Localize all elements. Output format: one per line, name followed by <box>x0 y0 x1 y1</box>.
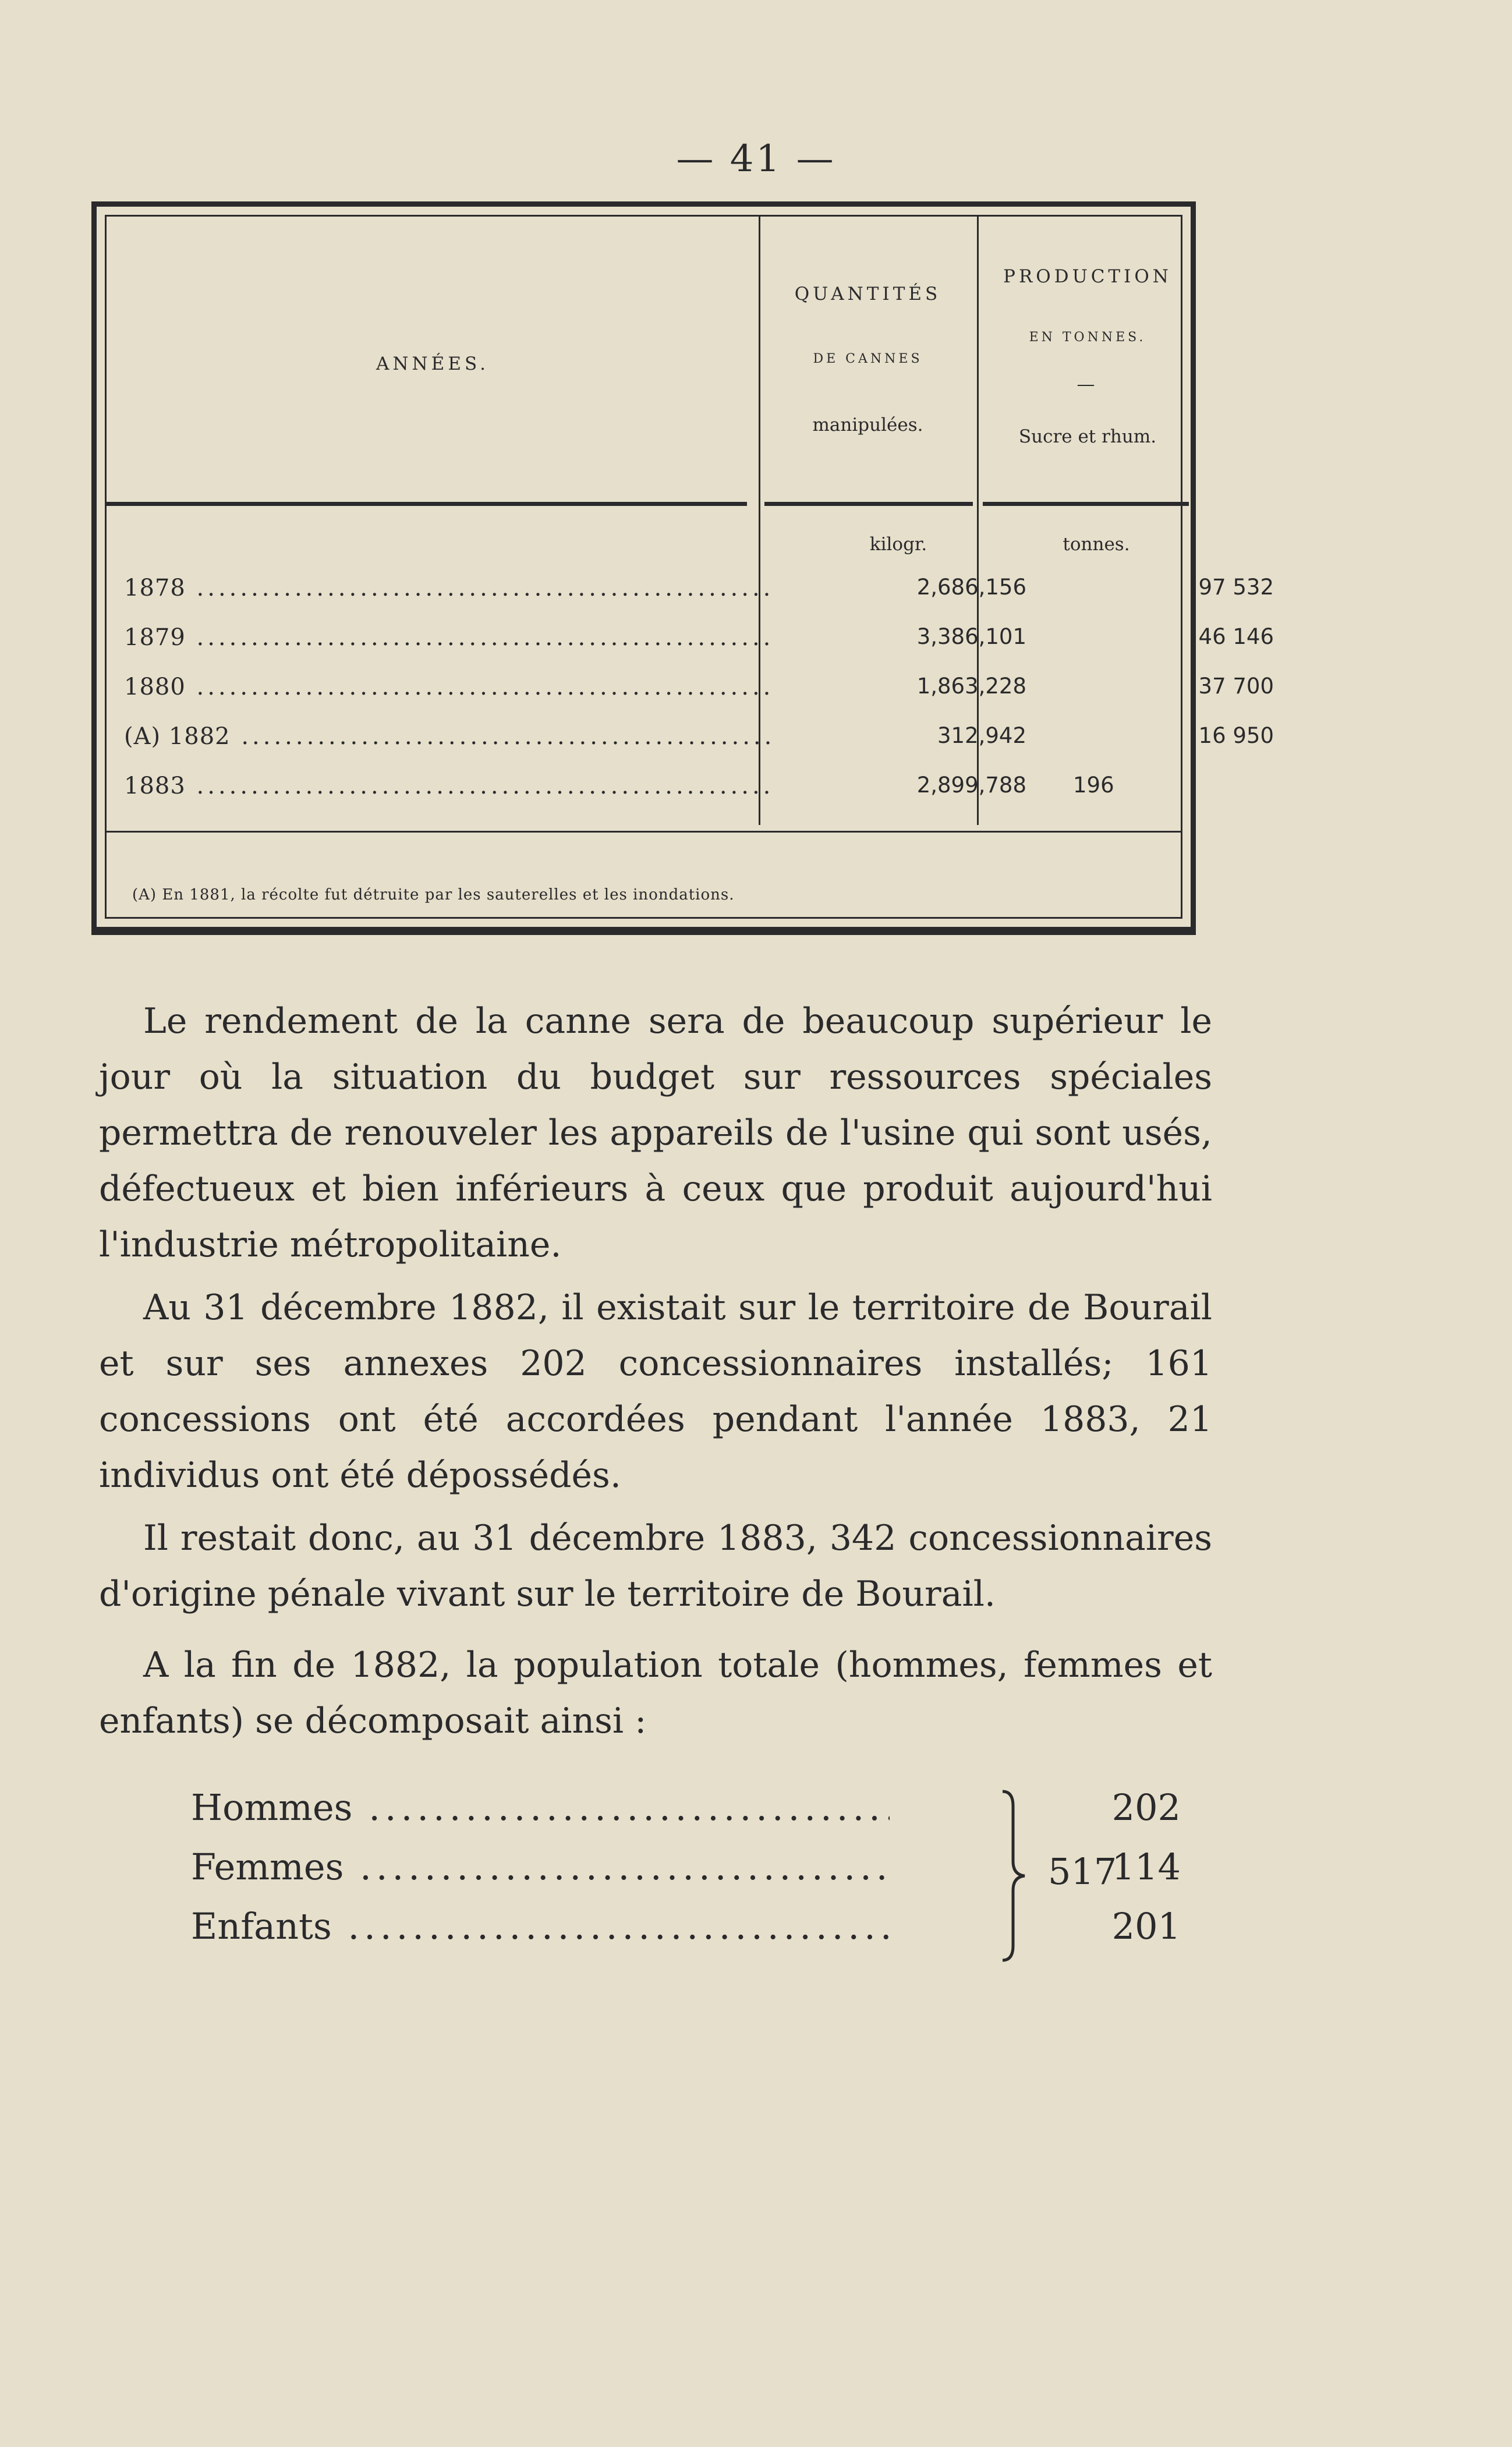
population-row <box>191 1905 1181 1947</box>
header-quantities-sub: DE CANNES <box>813 352 923 366</box>
header-production: PRODUCTION <box>1003 266 1172 287</box>
row-quantity: 2,899,788 <box>916 773 1026 798</box>
paragraph-2: Au 31 décembre 1882, il existait sur le territoire de Bourail et sur ses annexes 202 concessionnaires installés; 161 concessions ont été accordées pendant l'année 1883, 21 individus ont été dépossédés. <box>99 1287 1212 1496</box>
header-quantities: QUANTITÉS <box>794 284 941 304</box>
population-value: 202 <box>1111 1786 1181 1829</box>
curly-brace-icon <box>997 1789 1032 1963</box>
header-rule <box>764 502 973 506</box>
population-label: Enfants ..... <box>191 1905 890 1947</box>
row-production: 196 <box>1073 773 1114 798</box>
header-quantities-sub2: manipulées. <box>812 415 923 435</box>
row-quantity: 1,863,228 <box>916 674 1026 699</box>
population-row <box>191 1786 1181 1829</box>
row-production: 16 950 <box>1198 723 1274 748</box>
paragraph-4: A la fin de 1882, la population totale (hommes, femmes et enfants) se décomposait ainsi : <box>99 1645 1212 1741</box>
table-footnote: (A) En 1881, la récolte fut détruite par les sauterelles et les inondations. <box>132 886 735 904</box>
row-year: 1879 ..... <box>124 624 776 651</box>
row-quantity: 3,386,101 <box>916 624 1026 649</box>
row-year: 1880 ..... <box>124 674 776 700</box>
population-total: 517 <box>1048 1850 1117 1893</box>
header-production-sub: EN TONNES. <box>1029 330 1146 345</box>
header-production-dash: — <box>1077 374 1099 395</box>
paragraph-3: Il restait donc, au 31 décembre 1883, 342 concessionnaires d'origine pénale vivant sur le territoire de Bourail. <box>99 1518 1212 1614</box>
population-label: Hommes ..... <box>191 1786 890 1829</box>
table-inner-frame <box>105 215 1274 919</box>
row-year: (A) 1882 ..... <box>124 723 776 750</box>
production-table <box>91 201 1274 935</box>
row-production: 97 532 <box>1198 575 1274 600</box>
unit-quantity: kilogr. <box>869 534 927 555</box>
header-years: ANNÉES. <box>376 353 489 374</box>
row-quantity: 312,942 <box>937 723 1026 748</box>
paragraph-1: Le rendement de la canne sera de beaucoup supérieur le jour où la situation du budget sur ressources spéciales permettra de renouveler les appareils de l'usine qui sont usés, défectueux et bien inférieurs à ceux que produit aujourd'hui l'industrie métropolitaine. <box>99 1001 1212 1265</box>
population-value: 201 <box>1111 1905 1181 1947</box>
unit-production: tonnes. <box>1063 534 1130 555</box>
row-year: 1878 ..... <box>124 575 776 601</box>
row-production: 37 700 <box>1198 674 1274 699</box>
header-rule <box>983 502 1189 506</box>
row-quantity: 2,686,156 <box>916 575 1026 600</box>
population-value: 114 <box>1111 1846 1181 1888</box>
footnote-rule <box>107 831 1181 833</box>
population-label: Femmes ..... <box>191 1846 890 1888</box>
row-production: 46 146 <box>1198 624 1274 649</box>
row-year: 1883 ..... <box>124 773 776 799</box>
header-rule <box>107 502 747 506</box>
header-production-sub2: Sucre et rhum. <box>1018 426 1157 447</box>
page-number: — 41 — <box>676 137 836 180</box>
